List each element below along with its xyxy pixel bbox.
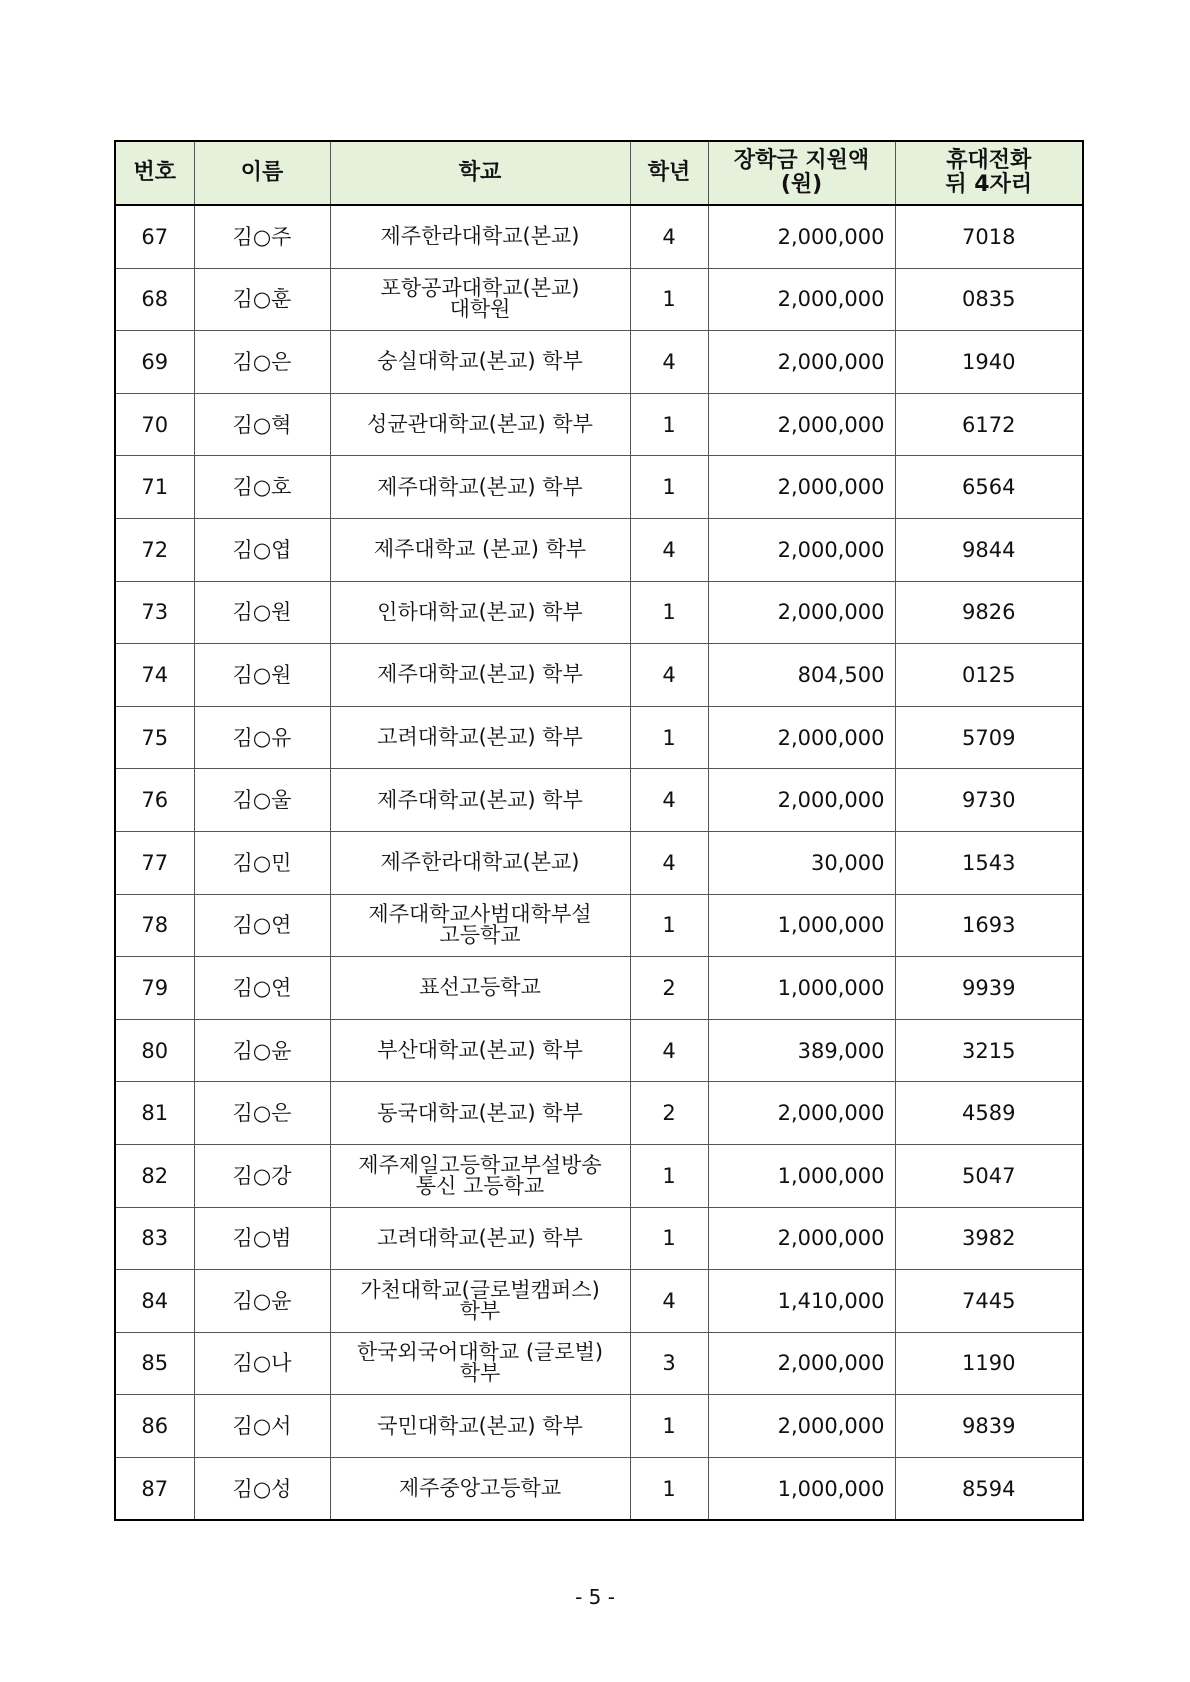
cell-number: 85 — [115, 1332, 194, 1395]
cell-number: 87 — [115, 1457, 194, 1520]
table-row — [115, 1395, 1083, 1458]
cell-grade: 4 — [630, 644, 708, 707]
cell-school — [330, 1457, 630, 1520]
header-amount-line: 장학금 지원액 — [733, 148, 870, 173]
school-line: 학부 — [459, 1298, 501, 1323]
school-line: 동국대학교(본교) 학부 — [377, 1100, 583, 1125]
cell-amount: 1,000,000 — [708, 894, 895, 957]
cell-number: 70 — [115, 393, 194, 456]
school-line: 국민대학교(본교) 학부 — [377, 1413, 583, 1438]
cell-name: 김○엽 — [194, 518, 330, 581]
cell-school — [330, 894, 630, 957]
cell-grade: 1 — [630, 581, 708, 644]
cell-amount: 2,000,000 — [708, 205, 895, 268]
table-body — [115, 205, 1083, 1520]
table-row — [115, 581, 1083, 644]
school-line: 제주대학교(본교) 학부 — [377, 474, 583, 499]
cell-grade: 1 — [630, 1457, 708, 1520]
header-phone-line: 휴대전화 — [946, 148, 1032, 173]
cell-name: 김○원 — [194, 581, 330, 644]
cell-grade: 1 — [630, 1207, 708, 1270]
cell-phone: 0125 — [895, 644, 1083, 707]
cell-grade: 1 — [630, 1144, 708, 1207]
cell-number: 67 — [115, 205, 194, 268]
cell-amount: 2,000,000 — [708, 1332, 895, 1395]
header-school: 학교 — [330, 141, 630, 205]
table-header — [115, 141, 1083, 205]
cell-school — [330, 831, 630, 894]
cell-number: 78 — [115, 894, 194, 957]
cell-number: 69 — [115, 331, 194, 394]
cell-amount: 2,000,000 — [708, 1082, 895, 1145]
cell-grade: 4 — [630, 831, 708, 894]
table-row — [115, 205, 1083, 268]
cell-phone: 1940 — [895, 331, 1083, 394]
school-line: 제주한라대학교(본교) — [380, 224, 580, 249]
cell-school — [330, 957, 630, 1020]
table-row — [115, 331, 1083, 394]
school-line: 제주중앙고등학교 — [398, 1476, 562, 1501]
cell-amount: 389,000 — [708, 1019, 895, 1082]
scholarship-table — [114, 140, 1084, 1521]
cell-number: 80 — [115, 1019, 194, 1082]
cell-grade: 4 — [630, 1019, 708, 1082]
cell-phone: 3982 — [895, 1207, 1083, 1270]
cell-name: 김○나 — [194, 1332, 330, 1395]
cell-grade: 4 — [630, 1270, 708, 1333]
cell-school — [330, 706, 630, 769]
cell-phone: 1693 — [895, 894, 1083, 957]
cell-amount: 2,000,000 — [708, 1395, 895, 1458]
cell-name: 김○서 — [194, 1395, 330, 1458]
school-line: 제주제일고등학교부설방송 — [358, 1152, 602, 1177]
cell-name: 김○주 — [194, 205, 330, 268]
cell-phone: 9939 — [895, 957, 1083, 1020]
cell-amount: 2,000,000 — [708, 456, 895, 519]
table-row — [115, 1207, 1083, 1270]
cell-phone: 1190 — [895, 1332, 1083, 1395]
cell-school — [330, 769, 630, 832]
school-line: 통신 고등학교 — [415, 1173, 545, 1198]
school-line: 포항공과대학교(본교) — [380, 276, 580, 301]
cell-grade: 4 — [630, 518, 708, 581]
cell-grade: 4 — [630, 331, 708, 394]
cell-phone: 6564 — [895, 456, 1083, 519]
header-number: 번호 — [115, 141, 194, 205]
cell-amount: 2,000,000 — [708, 518, 895, 581]
header-row — [115, 141, 1083, 205]
cell-name: 김○혁 — [194, 393, 330, 456]
cell-amount: 804,500 — [708, 644, 895, 707]
school-line: 성균관대학교(본교) 학부 — [367, 412, 593, 437]
cell-phone: 8594 — [895, 1457, 1083, 1520]
cell-school — [330, 581, 630, 644]
page-number: - 5 - — [575, 1585, 615, 1609]
table-row — [115, 831, 1083, 894]
cell-grade: 4 — [630, 205, 708, 268]
table-row — [115, 1332, 1083, 1395]
cell-amount: 1,410,000 — [708, 1270, 895, 1333]
school-line: 제주대학교(본교) 학부 — [377, 787, 583, 812]
school-line: 숭실대학교(본교) 학부 — [377, 349, 583, 374]
cell-school — [330, 1019, 630, 1082]
table-row — [115, 456, 1083, 519]
cell-grade: 4 — [630, 769, 708, 832]
cell-phone: 6172 — [895, 393, 1083, 456]
header-amount-unit: (원) — [780, 172, 823, 197]
cell-name: 김○윤 — [194, 1270, 330, 1333]
header-amount — [708, 141, 895, 205]
school-line: 인하대학교(본교) 학부 — [377, 599, 583, 624]
cell-number: 68 — [115, 268, 194, 331]
cell-number: 74 — [115, 644, 194, 707]
school-line: 표선고등학교 — [419, 975, 541, 1000]
cell-number: 75 — [115, 706, 194, 769]
cell-amount: 2,000,000 — [708, 331, 895, 394]
cell-phone: 5047 — [895, 1144, 1083, 1207]
header-phone — [895, 141, 1083, 205]
cell-number: 76 — [115, 769, 194, 832]
school-line: 고등학교 — [439, 923, 521, 948]
table-row — [115, 1144, 1083, 1207]
cell-name: 김○은 — [194, 1082, 330, 1145]
cell-amount: 2,000,000 — [708, 1207, 895, 1270]
school-line: 제주대학교사범대학부설 — [368, 902, 592, 927]
cell-number: 82 — [115, 1144, 194, 1207]
school-line: 제주대학교 (본교) 학부 — [373, 537, 587, 562]
table-row — [115, 706, 1083, 769]
cell-school — [330, 331, 630, 394]
cell-school — [330, 518, 630, 581]
cell-school — [330, 268, 630, 331]
cell-number: 77 — [115, 831, 194, 894]
cell-amount: 1,000,000 — [708, 1457, 895, 1520]
cell-phone: 9839 — [895, 1395, 1083, 1458]
cell-school — [330, 393, 630, 456]
table-row — [115, 1082, 1083, 1145]
cell-name: 김○범 — [194, 1207, 330, 1270]
header-grade: 학년 — [630, 141, 708, 205]
cell-name: 김○울 — [194, 769, 330, 832]
cell-name: 김○호 — [194, 456, 330, 519]
cell-amount: 2,000,000 — [708, 581, 895, 644]
cell-grade: 2 — [630, 957, 708, 1020]
table-row — [115, 393, 1083, 456]
cell-phone: 4589 — [895, 1082, 1083, 1145]
table-row — [115, 1019, 1083, 1082]
cell-number: 72 — [115, 518, 194, 581]
school-line: 부산대학교(본교) 학부 — [377, 1038, 583, 1063]
cell-number: 84 — [115, 1270, 194, 1333]
cell-school — [330, 1332, 630, 1395]
cell-amount: 30,000 — [708, 831, 895, 894]
cell-name: 김○훈 — [194, 268, 330, 331]
cell-name: 김○연 — [194, 957, 330, 1020]
cell-name: 김○연 — [194, 894, 330, 957]
cell-number: 79 — [115, 957, 194, 1020]
cell-school — [330, 1395, 630, 1458]
school-line: 고려대학교(본교) 학부 — [377, 1225, 583, 1250]
cell-name: 김○은 — [194, 331, 330, 394]
cell-name: 김○유 — [194, 706, 330, 769]
cell-amount: 2,000,000 — [708, 268, 895, 331]
cell-grade: 1 — [630, 456, 708, 519]
cell-amount: 1,000,000 — [708, 1144, 895, 1207]
table-row — [115, 894, 1083, 957]
table-row — [115, 957, 1083, 1020]
cell-grade: 1 — [630, 393, 708, 456]
cell-school — [330, 1082, 630, 1145]
header-name: 이름 — [194, 141, 330, 205]
cell-grade: 1 — [630, 706, 708, 769]
cell-amount: 2,000,000 — [708, 769, 895, 832]
school-line: 대학원 — [449, 297, 511, 322]
cell-phone: 9730 — [895, 769, 1083, 832]
table-row — [115, 769, 1083, 832]
cell-number: 71 — [115, 456, 194, 519]
cell-name: 김○윤 — [194, 1019, 330, 1082]
cell-phone: 7018 — [895, 205, 1083, 268]
header-phone-sub: 뒤 4자리 — [945, 172, 1033, 197]
table-row — [115, 268, 1083, 331]
cell-grade: 1 — [630, 1395, 708, 1458]
cell-school — [330, 644, 630, 707]
cell-grade: 2 — [630, 1082, 708, 1145]
cell-amount: 2,000,000 — [708, 393, 895, 456]
cell-phone: 0835 — [895, 268, 1083, 331]
school-line: 제주한라대학교(본교) — [380, 850, 580, 875]
cell-number: 83 — [115, 1207, 194, 1270]
cell-phone: 5709 — [895, 706, 1083, 769]
cell-amount: 2,000,000 — [708, 706, 895, 769]
table-row — [115, 1270, 1083, 1333]
cell-phone: 9844 — [895, 518, 1083, 581]
cell-school — [330, 1144, 630, 1207]
table-row — [115, 644, 1083, 707]
table-row — [115, 518, 1083, 581]
school-line: 가천대학교(글로벌캠퍼스) — [360, 1277, 600, 1302]
school-line: 고려대학교(본교) 학부 — [377, 725, 583, 750]
school-line: 제주대학교(본교) 학부 — [377, 662, 583, 687]
cell-grade: 3 — [630, 1332, 708, 1395]
cell-number: 73 — [115, 581, 194, 644]
cell-name: 김○민 — [194, 831, 330, 894]
cell-phone: 7445 — [895, 1270, 1083, 1333]
cell-phone: 3215 — [895, 1019, 1083, 1082]
cell-school — [330, 205, 630, 268]
cell-amount: 1,000,000 — [708, 957, 895, 1020]
cell-school — [330, 1207, 630, 1270]
cell-number: 81 — [115, 1082, 194, 1145]
cell-name: 김○성 — [194, 1457, 330, 1520]
school-line: 학부 — [459, 1361, 501, 1386]
cell-grade: 1 — [630, 894, 708, 957]
cell-school — [330, 456, 630, 519]
cell-grade: 1 — [630, 268, 708, 331]
school-line: 한국외국어대학교 (글로벌) — [356, 1340, 604, 1365]
cell-phone: 1543 — [895, 831, 1083, 894]
cell-school — [330, 1270, 630, 1333]
cell-name: 김○강 — [194, 1144, 330, 1207]
cell-name: 김○원 — [194, 644, 330, 707]
table-row — [115, 1457, 1083, 1520]
cell-number: 86 — [115, 1395, 194, 1458]
cell-phone: 9826 — [895, 581, 1083, 644]
